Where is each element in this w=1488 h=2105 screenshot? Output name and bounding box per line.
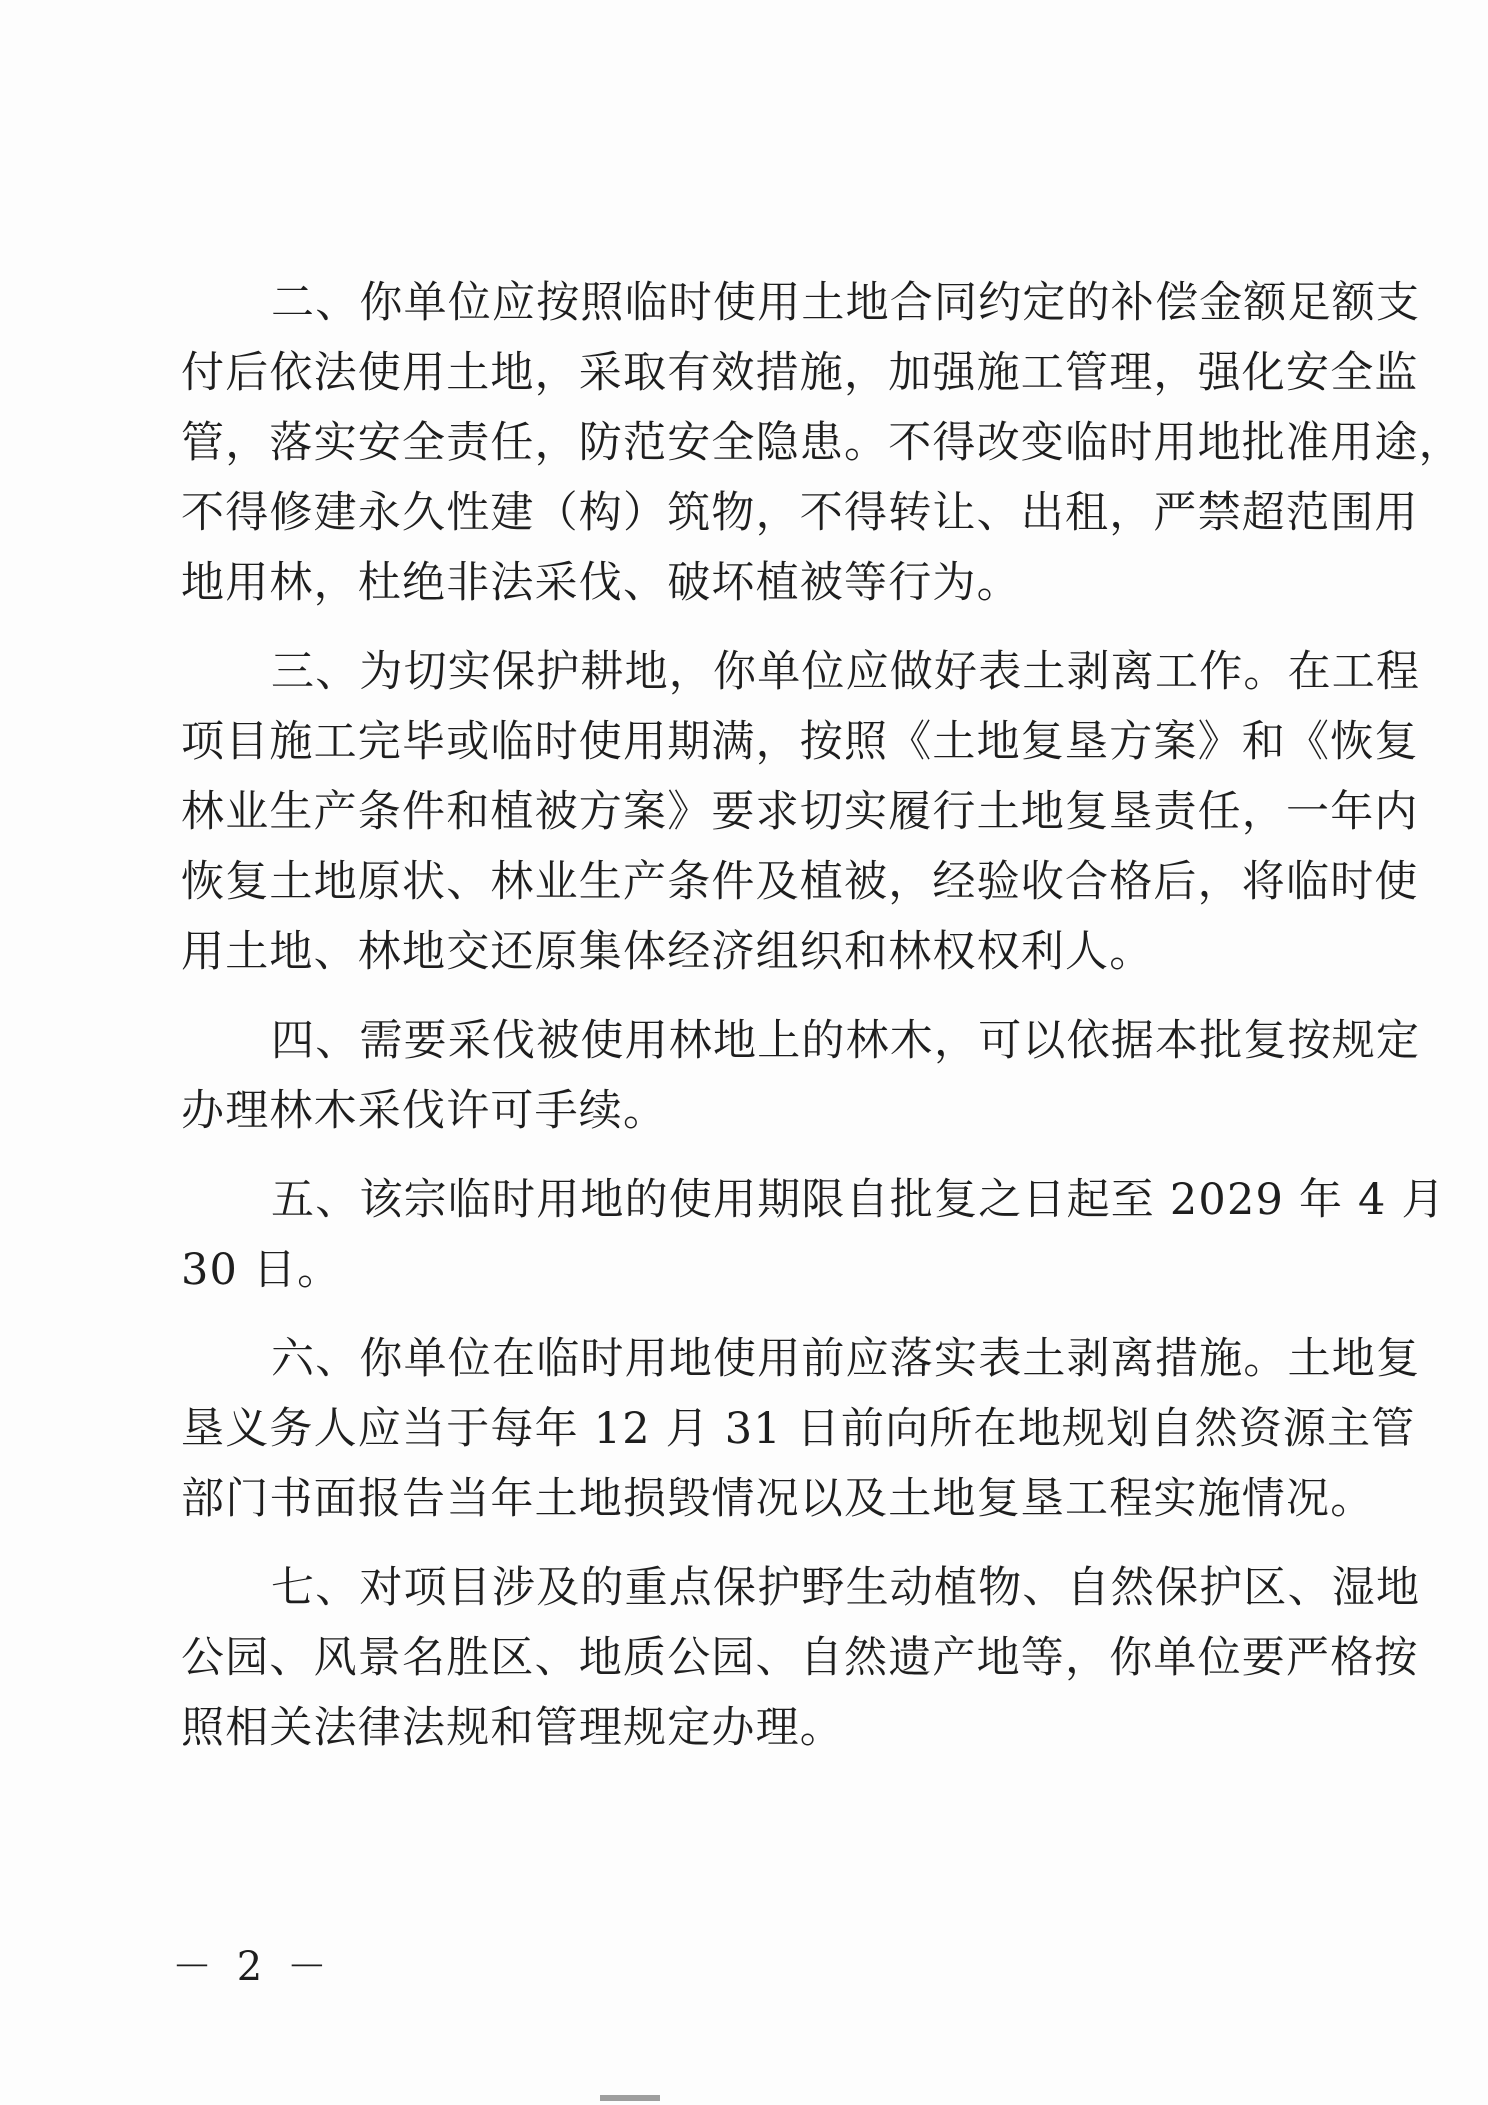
paragraph-6 — [181, 1324, 1421, 1534]
text-line: 公园、风景名胜区、地质公园、自然遗产地等，你单位要严格按 — [181, 1633, 1419, 1683]
text-line: 恢复土地原状、林业生产条件及植被，经验收合格后，将临时使 — [181, 857, 1419, 907]
text-line: 垦义务人应当于每年 12 月 31 日前向所在地规划自然资源主管 — [181, 1404, 1416, 1454]
text-line: 办理林木采伐许可手续。 — [181, 1086, 668, 1136]
paragraph-3 — [181, 637, 1421, 987]
paragraph-7 — [181, 1553, 1421, 1763]
text-line: 四、需要采伐被使用林地上的林木，可以依据本批复按规定 — [271, 1016, 1421, 1066]
text-line: 不得修建永久性建（构）筑物，不得转让、出租，严禁超范围用 — [181, 488, 1419, 538]
text-line: 三、为切实保护耕地，你单位应做好表土剥离工作。在工程 — [271, 647, 1421, 697]
paragraph-5 — [181, 1165, 1446, 1305]
text-line: 六、你单位在临时用地使用前应落实表土剥离措施。土地复 — [271, 1334, 1421, 1384]
text-line: 项目施工完毕或临时使用期满，按照《土地复垦方案》和《恢复 — [181, 717, 1419, 767]
document-body — [181, 268, 1463, 1782]
text-line: 管，落实安全责任，防范安全隐患。不得改变临时用地批准用途， — [181, 418, 1463, 468]
text-line: 照相关法律法规和管理规定办理。 — [181, 1703, 844, 1753]
paragraph-2 — [181, 268, 1463, 618]
text-line: 二、你单位应按照临时使用土地合同约定的补偿金额足额支 — [271, 278, 1421, 328]
page-number: － 2 － — [172, 1944, 333, 1990]
text-line: 五、该宗临时用地的使用期限自批复之日起至 2029 年 4 月 — [271, 1175, 1446, 1225]
text-line: 地用林，杜绝非法采伐、破坏植被等行为。 — [181, 558, 1021, 608]
text-line: 付后依法使用土地，采取有效措施，加强施工管理，强化安全监 — [181, 348, 1419, 398]
text-line: 30 日。 — [181, 1245, 342, 1295]
text-line: 部门书面报告当年土地损毁情况以及土地复垦工程实施情况。 — [181, 1474, 1375, 1524]
text-line: 林业生产条件和植被方案》要求切实履行土地复垦责任，一年内 — [181, 787, 1419, 837]
text-line: 七、对项目涉及的重点保护野生动植物、自然保护区、湿地 — [271, 1563, 1421, 1613]
paragraph-4 — [181, 1006, 1421, 1146]
scan-edge-mark — [600, 2095, 660, 2101]
text-line: 用土地、林地交还原集体经济组织和林权权利人。 — [181, 927, 1154, 977]
